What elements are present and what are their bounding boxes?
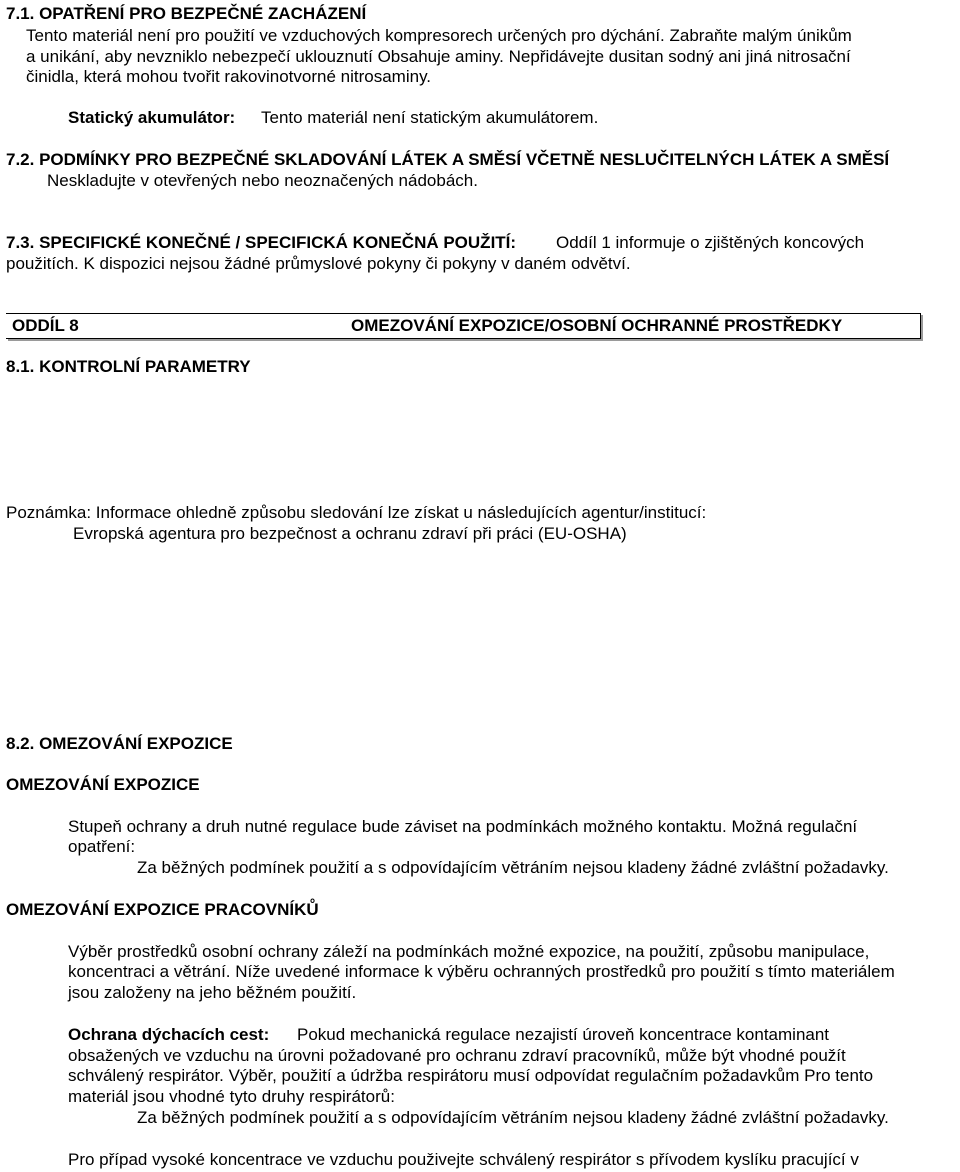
section-8-1-heading: 8.1. KONTROLNÍ PARAMETRY: [6, 357, 251, 376]
respiratory-protection-line-2: obsažených ve vzduchu na úrovni požadované pro ochranu zdraví pracovníků, může být vhodné použít: [68, 1046, 846, 1065]
section-7-1-line-2: a unikání, aby nevzniklo nebezpečí uklouznutí Obsahuje aminy. Nepřidávejte dusitan sodný ani jiná nitrosační: [26, 47, 851, 66]
static-accumulator-value: Tento materiál není statickým akumulátorem.: [261, 108, 599, 127]
worker-exposure-line-3: jsou založeny na jeho běžném použití.: [68, 983, 357, 1002]
section-8-title: OMEZOVÁNÍ EXPOZICE/OSOBNÍ OCHRANNÉ PROSTŘEDKY: [351, 316, 843, 335]
section-8-label: ODDÍL 8: [12, 316, 79, 335]
section-7-3-heading: 7.3. SPECIFICKÉ KONEČNÉ / SPECIFICKÁ KONEČNÁ POUŽITÍ:: [6, 233, 517, 252]
section-7-3-line-1: Oddíl 1 informuje o zjištěných koncových: [556, 233, 865, 252]
section-7-2-heading: 7.2. PODMÍNKY PRO BEZPEČNÉ SKLADOVÁNÍ LÁTEK A SMĚSÍ VČETNĚ NESLUČITELNÝCH LÁTEK A SMĚSÍ: [6, 150, 890, 169]
section-7-2-line: Neskladujte v otevřených nebo neoznačených nádobách.: [47, 171, 478, 190]
exposure-controls-line-1: Stupeň ochrany a druh nutné regulace bude záviset na podmínkách možného kontaktu. Možná regulační: [68, 817, 858, 836]
worker-exposure-line-2: koncentraci a větrání. Níže uvedené informace k výběru ochranných prostředků pro použití s tímto materiálem: [68, 962, 895, 981]
respiratory-protection-line-5: Za běžných podmínek použití a s odpovídajícím větráním nejsou kladeny žádné zvláštní požadavky.: [137, 1108, 889, 1127]
static-accumulator-label: Statický akumulátor:: [68, 108, 236, 127]
section-7-1-heading: 7.1. OPATŘENÍ PRO BEZPEČNÉ ZACHÁZENÍ: [6, 4, 367, 23]
section-7-3-line-2: použitích. K dispozici nejsou žádné průmyslové pokyny či pokyny v daném odvětví.: [6, 254, 631, 273]
exposure-controls-subheading: OMEZOVÁNÍ EXPOZICE: [6, 775, 200, 794]
section-7-1-line-3: činidla, která mohou tvořit rakovinotvorné nitrosaminy.: [26, 67, 432, 86]
exposure-controls-line-2: opatření:: [68, 837, 136, 856]
section-7-1-line-1: Tento materiál není pro použití ve vzduchových kompresorech určených pro dýchání. Zabraňte malým únikům: [26, 26, 852, 45]
note-line-2: Evropská agentura pro bezpečnost a ochranu zdraví při práci (EU-OSHA): [73, 524, 627, 543]
respiratory-protection-line-4: materiál jsou vhodné tyto druhy respirátorů:: [68, 1087, 395, 1106]
respiratory-protection-first-line: Pokud mechanická regulace nezajistí úroveň koncentrace kontaminant: [297, 1025, 830, 1044]
exposure-controls-line-3: Za běžných podmínek použití a s odpovídajícím větráním nejsou kladeny žádné zvláštní požadavky.: [137, 858, 889, 877]
note-line-1: Poznámka: Informace ohledně způsobu sledování lze získat u následujících agentur/institucí:: [6, 503, 707, 522]
worker-exposure-subheading: OMEZOVÁNÍ EXPOZICE PRACOVNÍKŮ: [6, 900, 319, 919]
worker-exposure-line-1: Výběr prostředků osobní ochrany záleží na podmínkách možné expozice, na použití, způsobu manipulace,: [68, 942, 870, 961]
respiratory-protection-line-3: schválený respirátor. Výběr, použití a údržba respirátoru musí odpovídat regulačním požadavkům Pro tento: [68, 1066, 874, 1085]
section-8-2-heading: 8.2. OMEZOVÁNÍ EXPOZICE: [6, 734, 233, 753]
high-concentration-line: Pro případ vysoké koncentrace ve vzduchu použivejte schválený respirátor s přívodem kyslíku pracující v: [68, 1150, 859, 1169]
respiratory-protection-label: Ochrana dýchacích cest:: [68, 1025, 270, 1044]
